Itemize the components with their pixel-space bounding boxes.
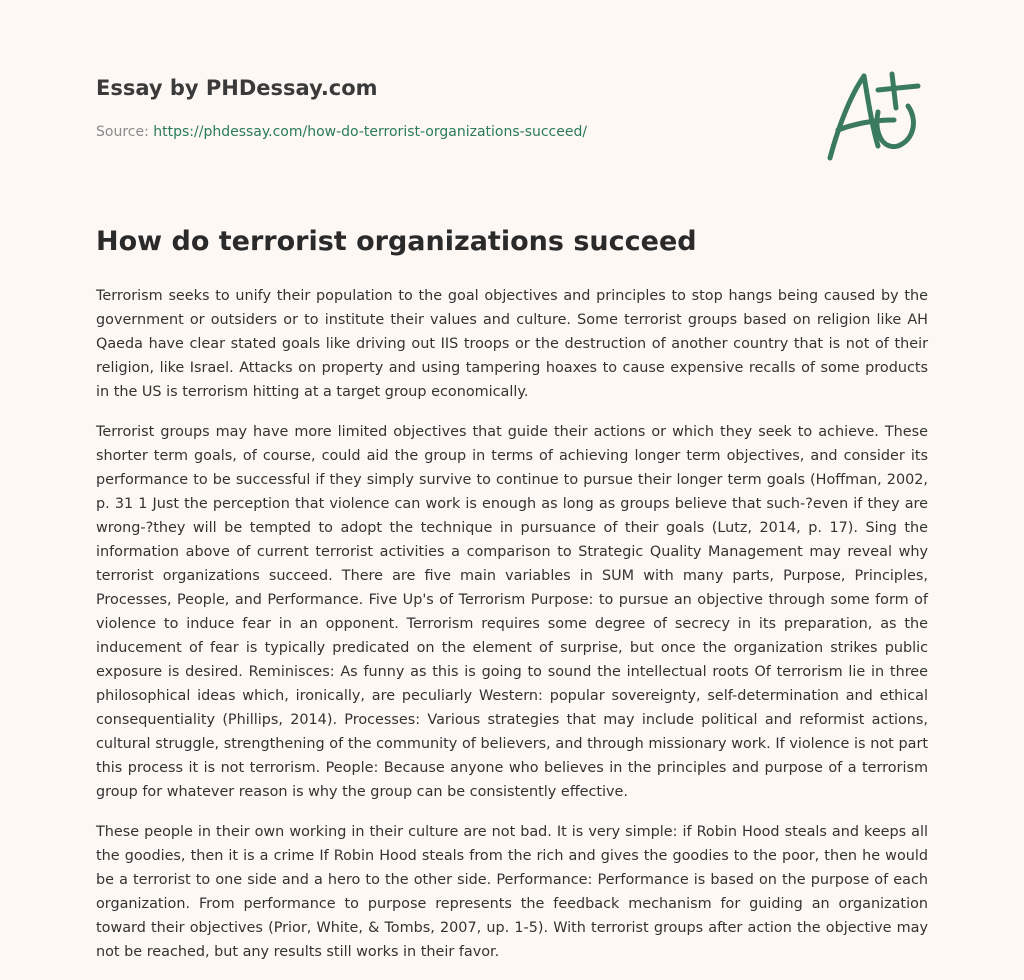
source-line: [96, 124, 587, 140]
site-brand: Essay by PHDessay.com: [96, 76, 378, 100]
essay-body: [96, 284, 928, 980]
essay-title: How do terrorist organizations succeed: [96, 226, 697, 257]
essay-paragraph: Terrorist groups may have more limited objectives that guide their actions or which they seek to achieve. These shorter term goals, of course, could aid the group in terms of achieving longer term objectives, and consider its performance to be successful if they simply survive to continue to pursue their longer term goals (Hoffman, 2002, p. 31 1 Just the perception that violence can work is enough as long as groups believe that such-?even if they are wrong-?they will be tempted to adopt the technique in pursuance of their goals (Lutz, 2014, p. 17). Sing the information above of current terrorist activities a comparison to Strategic Quality Management may reveal why terrorist organizations succeed. There are five main variables in SUM with many parts, Purpose, Principles, Processes, People, and Performance. Five Up's of Terrorism Purpose: to pursue an objective through some form of violence to induce fear in an opponent. Terrorism requires some degree of secrecy in its preparation, as the inducement of fear is typically predicated on the element of surprise, but once the organization strikes public exposure is desired. Reminisces: As funny as this is going to sound the intellectual roots Of terrorism lie in three philosophical ideas which, ironically, are peculiarly Western: popular sovereignty, self-determination and ethical consequentiality (Phillips, 2014). Processes: Various strategies that may include political and reformist actions, cultural struggle, strengthening of the community of believers, and through missionary work. If violence is not part this process it is not terrorism. People: Because anyone who believes in the principles and purpose of a terrorism group for whatever reason is why the group can be consistently effective.: [96, 424, 928, 800]
a-plus-grade-icon: [820, 66, 930, 166]
essay-paragraph: These people in their own working in their culture are not bad. It is very simple: if Robin Hood steals and keeps all the goodies, then it is a crime If Robin Hood steals from the rich and gives the goodies to the poor, then he would be a terrorist to one side and a hero to the other side. Performance: Performance is based on the purpose of each organization. From performance to purpose represents the feedback mechanism for guiding an organization toward their objectives (Prior, White, & Tombs, 2007, up. 1-5). With terrorist groups after action the objective may not be reached, but any results still works in their favor.: [96, 824, 928, 960]
source-label: Source:: [96, 124, 154, 140]
source-link[interactable]: https://phdessay.com/how-do-terrorist-organizations-succeed/: [153, 124, 588, 140]
essay-paragraph: Terrorism seeks to unify their population to the goal objectives and principles to stop hangs being caused by the government or outsiders or to institute their values and culture. Some terrorist groups based on religion like AH Qaeda have clear stated goals like driving out IIS troops or the destruction of another country that is not of their religion, like Israel. Attacks on property and using tampering hoaxes to cause expensive recalls of some products in the US is terrorism hitting at a target group economically.: [96, 288, 928, 400]
